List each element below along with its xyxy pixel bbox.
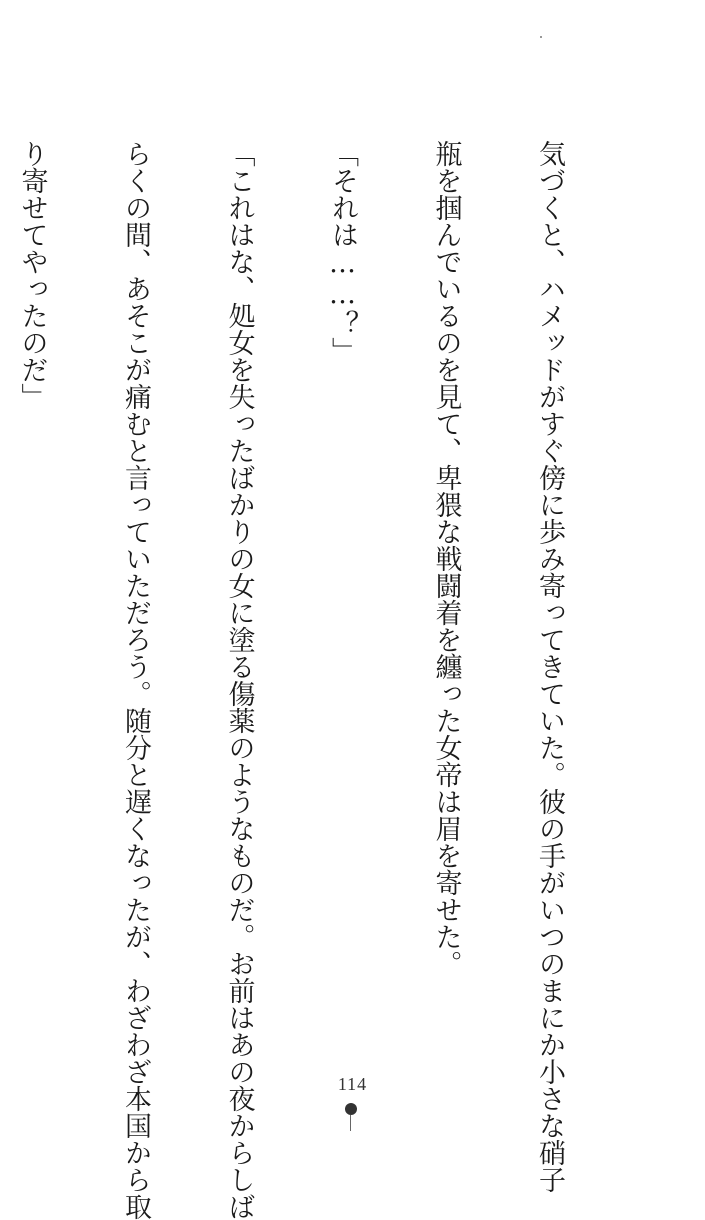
text-line: 「それは……？」 xyxy=(327,140,358,364)
text-line: 「これはな、処女を失ったばかりの女に塗る傷薬のようなものだ。お前はあの夜からしば xyxy=(223,140,255,1220)
page-number: 114 xyxy=(337,1074,368,1094)
text-line: り寄せてやったのだ」 xyxy=(16,140,48,410)
text-line: 瓶を掴んでいるのを見て、卑猥な戦闘着を纏った女帝は眉を寄せた。 xyxy=(430,140,462,977)
text-line: 気づくと、ハメッドがすぐ傍に歩み寄ってきていた。彼の手がいつのまにか小さな硝子 xyxy=(534,140,565,1193)
page-ornament-dot xyxy=(345,1103,357,1115)
page-ornament-stem xyxy=(350,1115,351,1131)
scan-speck xyxy=(540,36,542,38)
text-line: らくの間、あそこが痛むと言っていただろう。随分と遅くなったが、わざわざ本国から取 xyxy=(120,140,151,1220)
